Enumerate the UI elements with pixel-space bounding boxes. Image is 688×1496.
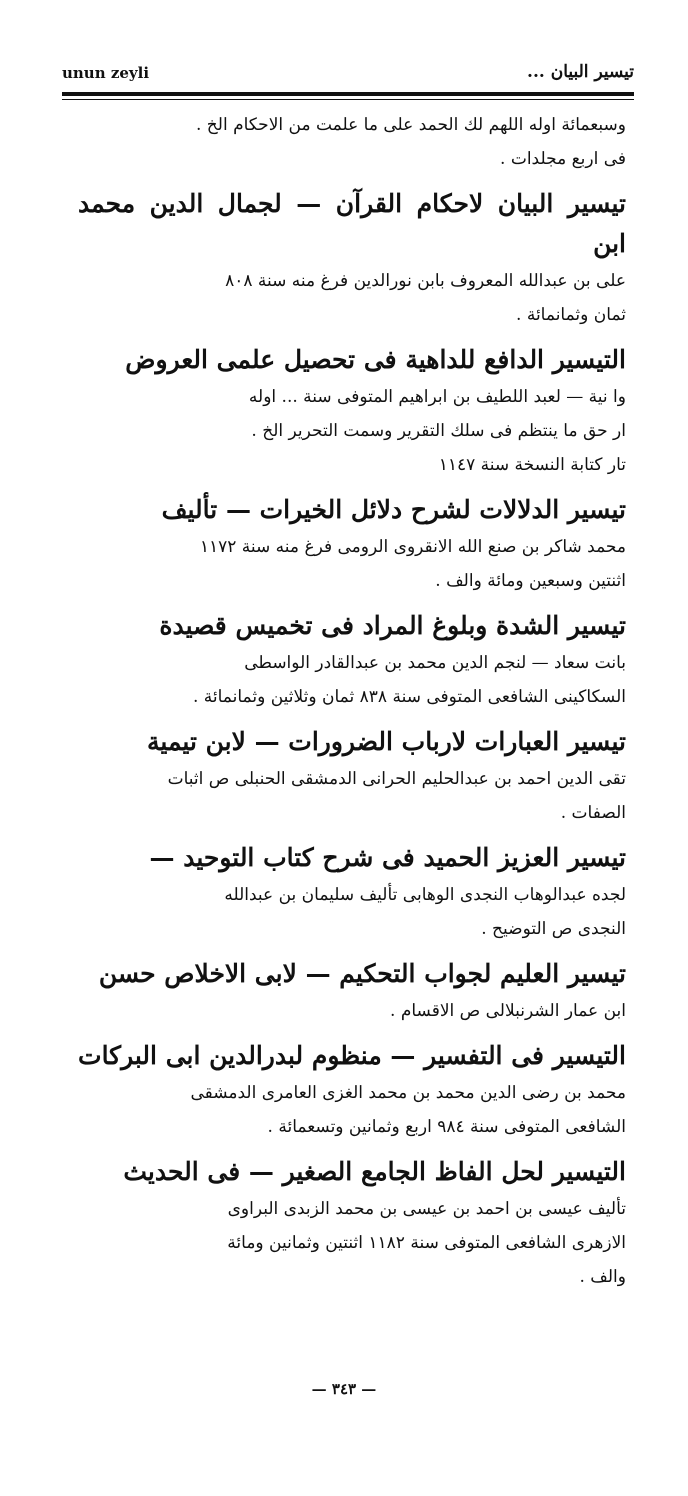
entry-title: تيسير الشدة وبلوغ المراد فى تخميس قصيدة [159,611,626,640]
entry-line: فى اربع مجلدات . [500,149,626,169]
entry-line: الصفات . [560,803,626,823]
entry-line: ثمان وثمانمائة . [516,305,626,325]
entry-title: تيسير العليم لجواب التحكيم — لابى الاخلاص حسن [98,959,626,988]
entry [78,340,626,482]
entry-line: لجده عبدالوهاب النجدى الوهابى تأليف سليمان بن عبدالله [224,885,626,905]
entry-line: السكاكينى الشافعى المتوفى سنة ٨٣٨ ثمان وثلاثين وثمانمائة . [192,687,626,707]
entry-line: النجدى ص التوضيح . [481,919,626,939]
entry-line: تقى الدين احمد بن عبدالحليم الحرانى الدمشقى الحنبلى ص اثبات [167,769,626,789]
entry-line: تار كتابة النسخة سنة ١١٤٧ [438,455,626,475]
entry [78,722,626,830]
entry-line: بانت سعاد — لنجم الدين محمد بن عبدالقادر الواسطى [244,653,626,673]
page-header [62,62,634,88]
header-right-text: تيسير البيان ... [527,62,634,82]
entry [78,606,626,714]
entry-line: الازهرى الشافعى المتوفى سنة ١١٨٢ اثنتين وثمانين ومائة [227,1233,626,1253]
entry-line: ابن عمار الشرنبلالى ص الاقسام . [390,1001,626,1021]
entry-title: تيسير الدلالات لشرح دلائل الخيرات — تأليف [161,495,626,524]
entry-line: ار حق ما ينتظم فى سلك التقرير وسمت التحرير الخ . [251,421,626,441]
entry [78,1152,626,1294]
entry [78,954,626,1028]
entry-line: وا نية — لعبد اللطيف بن ابراهيم المتوفى سنة ... اوله [248,387,626,407]
entry-title: تيسير العزيز الحميد فى شرح كتاب التوحيد — [149,843,626,872]
entry [78,108,626,176]
entry-line: تأليف عيسى بن احمد بن عيسى بن محمد الزبدى البراوى [227,1199,626,1219]
header-rule-thin [62,99,634,100]
entry [78,490,626,598]
entry-line: محمد شاكر بن صنع الله الانقروى الرومى فرغ منه سنة ١١٧٢ [199,537,626,557]
entry-line: على بن عبدالله المعروف بابن نورالدين فرغ منه سنة ٨٠٨ [225,271,626,291]
entry-title: التيسير فى التفسير — منظوم لبدرالدين ابى البركات [78,1041,626,1070]
entry-line: محمد بن رضى الدين محمد بن محمد الغزى العامرى الدمشقى [190,1083,626,1103]
entry-line: وسبعمائة اوله اللهم لك الحمد على ما علمت من الاحكام الخ . [196,115,626,135]
entry-line: والف . [579,1267,626,1287]
entry [78,184,626,332]
entry-title: التيسير الدافع للداهية فى تحصيل علمى العروض [125,345,626,374]
entry-title: التيسير لحل الفاظ الجامع الصغير — فى الحديث [123,1157,626,1186]
entry-line: الشافعى المتوفى سنة ٩٨٤ اربع وثمانين وتسعمائة . [267,1117,626,1137]
entries-body [78,108,626,1294]
page-number: — ٣٤٣ — [311,1380,377,1398]
header-rule-thick [62,92,634,96]
entry-title: تيسير العبارات لارباب الضرورات — لابن تيمية [147,727,626,756]
header-left-text: unun zeyli [62,64,150,82]
entry [78,838,626,946]
entry-title: تيسير البيان لاحكام القرآن — لجمال الدين محمد ابن [78,189,626,258]
entry-line: اثنتين وسبعين ومائة والف . [435,571,626,591]
entry [78,1036,626,1144]
